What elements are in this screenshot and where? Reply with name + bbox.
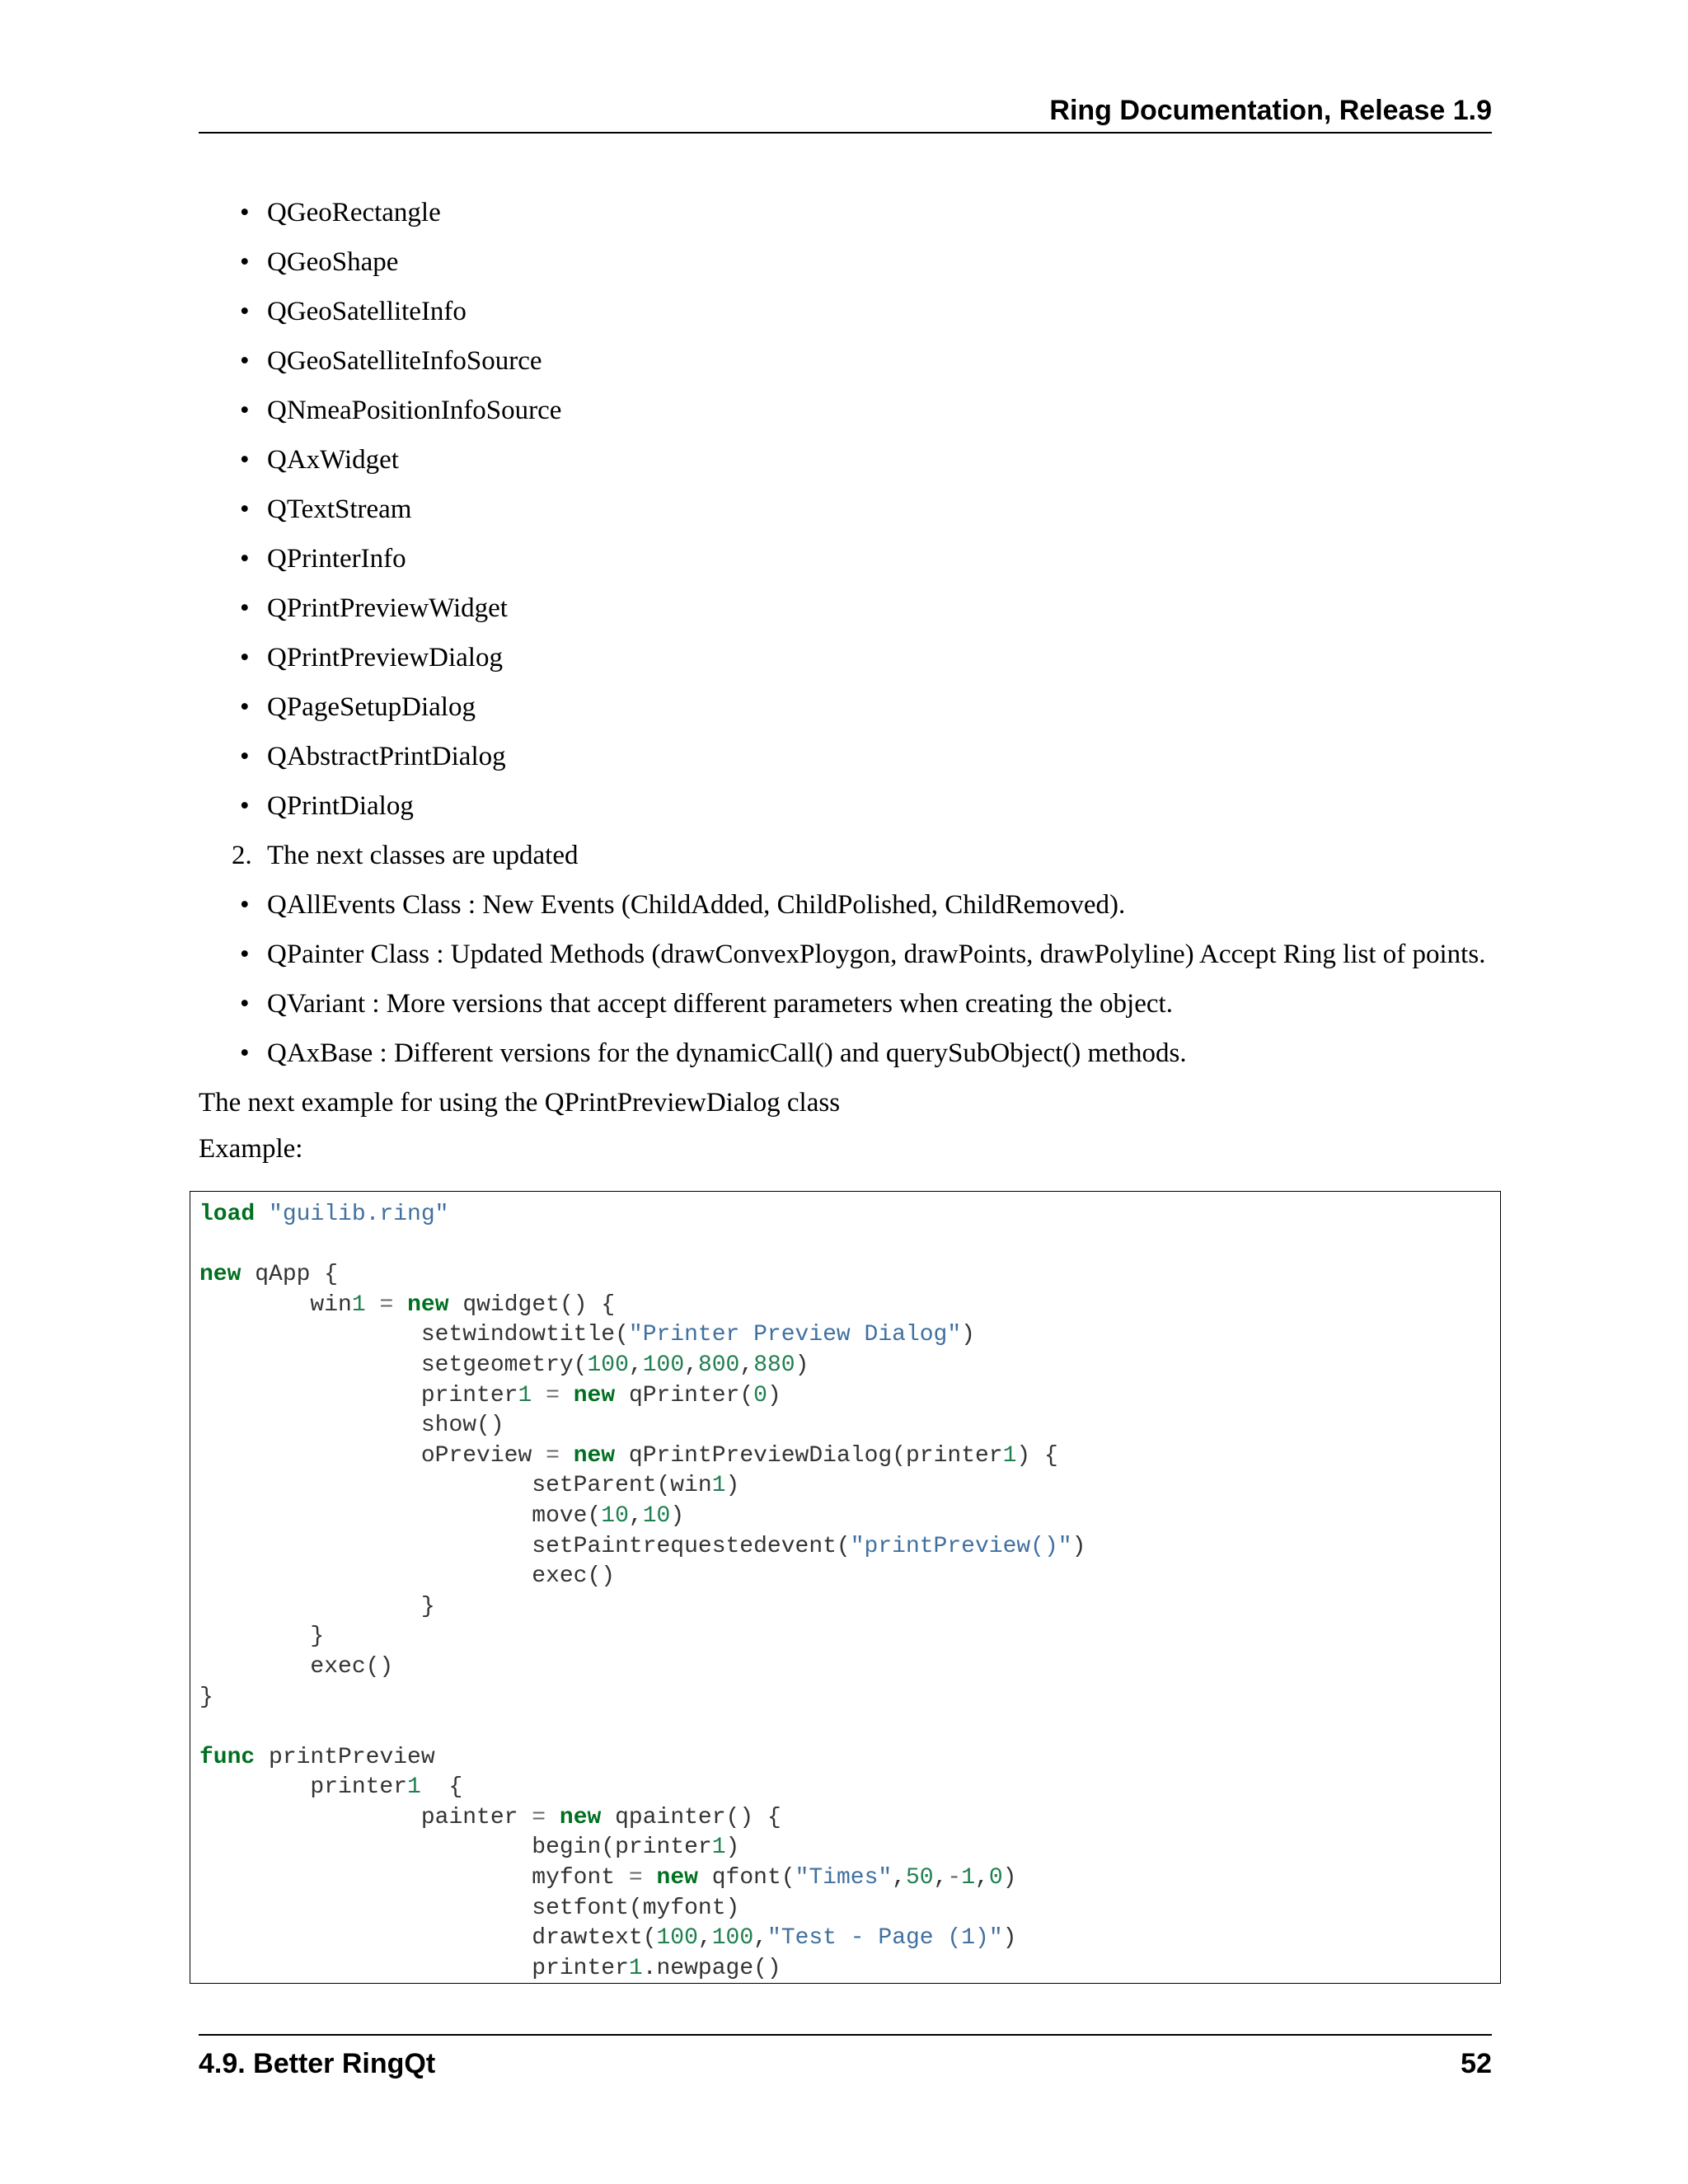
list-item-text: QGeoSatelliteInfoSource xyxy=(267,346,542,376)
intro-paragraph: The next example for using the QPrintPreviewDialog class xyxy=(199,1088,841,1118)
list-item-text: QTextStream xyxy=(267,494,412,524)
bullet-icon: • xyxy=(240,297,250,326)
bullet-icon: • xyxy=(240,742,250,771)
page-number: 52 xyxy=(1461,2048,1492,2079)
doc-title: Ring Documentation, Release 1.9 xyxy=(1049,95,1492,126)
bullet-icon: • xyxy=(240,940,250,969)
section-title: 4.9. Better RingQt xyxy=(199,2048,436,2079)
list-item xyxy=(199,295,1501,344)
list-item xyxy=(199,1037,1501,1086)
list-item-text: QGeoRectangle xyxy=(267,198,441,227)
page-footer xyxy=(199,2034,1492,2079)
list-item-text: QGeoSatelliteInfo xyxy=(267,297,467,326)
bullet-icon: • xyxy=(240,643,250,673)
list-item-text: QPrintPreviewWidget xyxy=(267,593,508,623)
list-item-text: QPrintPreviewDialog xyxy=(267,643,503,673)
bullet-icon: • xyxy=(240,494,250,524)
bullet-icon: • xyxy=(240,445,250,475)
new-classes-list xyxy=(199,196,1501,839)
list-item xyxy=(199,641,1501,691)
list-item xyxy=(199,740,1501,790)
list-item xyxy=(199,196,1501,246)
bullet-icon: • xyxy=(240,989,250,1019)
list-item xyxy=(199,592,1501,641)
list-item-text: QAllEvents Class : New Events (ChildAdded, ChildPolished, ChildRemoved). xyxy=(267,890,1126,920)
page-content xyxy=(199,196,1501,1179)
item-number: 2. xyxy=(232,841,252,870)
list-item xyxy=(199,542,1501,592)
bullet-icon: • xyxy=(240,346,250,376)
bullet-icon: • xyxy=(240,1038,250,1068)
list-item-text: QVariant : More versions that accept different parameters when creating the object. xyxy=(267,989,1173,1019)
bullet-icon: • xyxy=(240,396,250,425)
list-item xyxy=(199,344,1501,394)
list-item xyxy=(199,938,1501,987)
bullet-icon: • xyxy=(240,247,250,277)
bullet-icon: • xyxy=(240,593,250,623)
bullet-icon: • xyxy=(240,198,250,227)
list-item xyxy=(199,790,1501,839)
list-item xyxy=(199,987,1501,1037)
list-item xyxy=(199,493,1501,542)
list-item-text: QPageSetupDialog xyxy=(267,692,476,722)
list-item-text: QNmeaPositionInfoSource xyxy=(267,396,562,425)
bullet-icon: • xyxy=(240,791,250,821)
updated-classes-list xyxy=(199,888,1501,1086)
numbered-item xyxy=(199,839,1501,888)
bullet-icon: • xyxy=(240,890,250,920)
code-listing: load "guilib.ring" new qApp { win1 = new qwidget() { setwindowtitle("Printer Preview Dialog") setgeometry(100,100,800,880) printer1 = new qPrinter(0) show() oPreview = new qPrintPreviewDialog(printer1) { setParent(win1) move(10,10) setPaintrequestedevent("printPreview()") exec() } } exec() } func printPreview printer1 { painter = new qpainter() { begin(printer1) myfont = new qfont("Times",50,-1,0) setfont(myfont) drawtext(100,100,"Test - Page (1)") printer1.newpage() xyxy=(199,1202,1086,1981)
page-header xyxy=(199,91,1492,134)
list-item xyxy=(199,691,1501,740)
list-item xyxy=(199,394,1501,443)
list-item xyxy=(199,888,1501,938)
list-item-text: QPrinterInfo xyxy=(267,544,406,574)
code-block xyxy=(190,1191,1501,1984)
bullet-icon: • xyxy=(240,544,250,574)
list-item-text: QAxBase : Different versions for the dynamicCall() and querySubObject() methods. xyxy=(267,1038,1187,1068)
list-item-text: QPainter Class : Updated Methods (drawConvexPloygon, drawPoints, drawPolyline) Accept Ring list of points. xyxy=(267,940,1486,969)
bullet-icon: • xyxy=(240,692,250,722)
example-label: Example: xyxy=(199,1134,303,1164)
item-text: The next classes are updated xyxy=(267,841,579,870)
list-item-text: QAbstractPrintDialog xyxy=(267,742,506,771)
list-item-text: QAxWidget xyxy=(267,445,399,475)
list-item-text: QPrintDialog xyxy=(267,791,414,821)
list-item xyxy=(199,443,1501,493)
list-item-text: QGeoShape xyxy=(267,247,399,277)
list-item xyxy=(199,246,1501,295)
